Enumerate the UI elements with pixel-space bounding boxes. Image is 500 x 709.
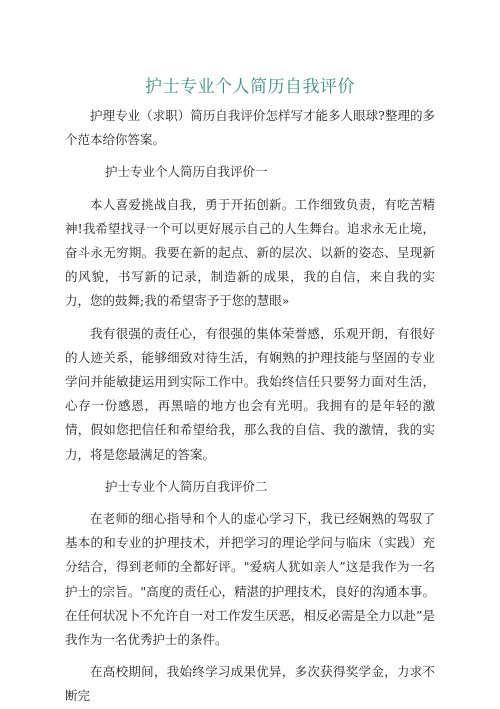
document-title: 护士专业个人简历自我评价 [145, 77, 355, 97]
document-body [65, 104, 435, 709]
section-2-paragraph-1: 在老师的细心指导和个人的虚心学习下，我已经娴熟的驾驭了基本的和专业的护理技术，并把学习的理论学问与临床（实践）充分结合，得到老师的全都好评。"爱病人犹如亲人”这是我作为一名护士的宗旨。"高度的责任心，精湛的护理技术，良好的沟通本事。在任何状况卜不允许自一对工作发生厌恶，相反必需是全力以赴”是我作为一名优秀护士的条件。 [65, 511, 435, 648]
section-1-paragraph-1: 本人喜爱挑战自我，勇于开拓创新。工作细致负责，有吃苦精神!我希望找寻一个可以更好展示自己的人生舞台。追求永无止境，奋斗永无穷期。我要在新的起点、新的层次、以新的姿态、呈现新的风貌，书写新的记录，制造新的成果，我的自信，来自我的实力，您的鼓舞;我的希望寄予于您的慧眼» [65, 196, 435, 309]
section-1-heading: 护士专业个人简历自我评价一 [105, 164, 268, 180]
section-1-paragraph-2: 我有很强的责任心，有很强的集体荣誉感，乐观开朗，有很好的人迹关系，能够细致对待生活，有娴熟的护理技能与坚固的专业学问并能敏捷运用到实际工作中。我始终信任只要努力面对生活，心存一份感恩，再黑暗的地方也会有光明。我拥有的是年轻的激情，假如您把信任和希望给我，那么我的自信、我的激情，我的实力，将是您最满足的答案。 [65, 325, 435, 462]
intro-paragraph: 护理专业（求职）简历自我评价怎样写才能多人眼球?整理的多个范本给你答案。 [65, 108, 435, 148]
section-2-heading: 护士专业个人简历自我评价二 [105, 478, 268, 494]
section-2-paragraph-2: 在高校期间，我始终学习成果优异，多次获得奖学金，力求不断完 [65, 664, 435, 704]
